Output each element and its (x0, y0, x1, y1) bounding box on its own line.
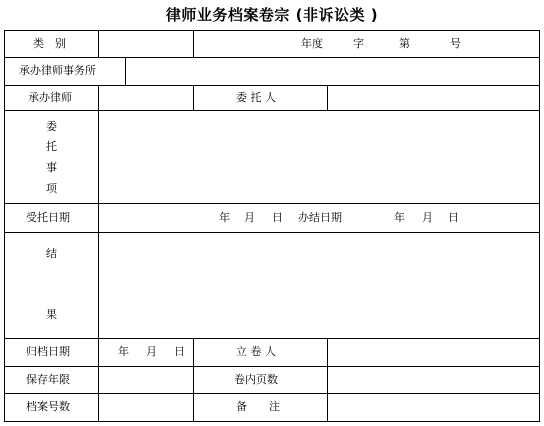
zi-label: 字 (353, 37, 364, 50)
page-title: 律师业务档案卷宗 (非诉讼类 ) (165, 6, 379, 24)
column-divider (327, 85, 328, 111)
archive-month-label: 月 (146, 345, 157, 358)
archive-day-label: 日 (174, 345, 185, 358)
row-divider (4, 203, 540, 204)
table-border-left (4, 30, 5, 422)
column-divider (193, 338, 194, 422)
archive-number-label: 档案号数 (26, 400, 70, 413)
entrusted-date-label: 受托日期 (26, 211, 70, 224)
column-divider (193, 30, 194, 58)
archive-date-label: 归档日期 (26, 345, 70, 358)
finish-date-label: 办结日期 (298, 211, 342, 224)
column-divider (98, 85, 99, 111)
category-label: 类 别 (33, 37, 66, 50)
column-divider (193, 85, 194, 111)
client-label: 委 托 人 (236, 91, 276, 104)
result-char: 结 (46, 247, 57, 260)
remarks-label: 备 注 (236, 400, 280, 413)
finish-month-label: 月 (422, 211, 433, 224)
table-border-top (4, 30, 540, 31)
page-count-label: 卷内页数 (234, 373, 278, 386)
column-divider (125, 57, 126, 86)
finish-day-label: 日 (448, 211, 459, 224)
entrusted-month-label: 月 (244, 211, 255, 224)
table-border-right (539, 30, 540, 422)
lawyer-label: 承办律师 (28, 91, 72, 104)
filer-label: 立 卷 人 (236, 345, 276, 358)
row-divider (4, 85, 540, 86)
matter-char: 委 (46, 120, 57, 133)
matter-char: 托 (46, 140, 57, 153)
entrusted-day-label: 日 (272, 211, 283, 224)
row-divider (4, 366, 540, 367)
retention-period-label: 保存年限 (26, 373, 70, 386)
row-divider (4, 110, 540, 111)
row-divider (4, 232, 540, 233)
di-label: 第 (399, 37, 410, 50)
hao-label: 号 (450, 37, 461, 50)
column-divider (98, 110, 99, 422)
column-divider (98, 30, 99, 58)
result-char: 果 (46, 308, 57, 321)
finish-year-label: 年 (394, 211, 405, 224)
year-label: 年度 (301, 37, 323, 50)
archive-form-table (4, 30, 540, 422)
row-divider (4, 338, 540, 339)
row-divider (4, 393, 540, 394)
law-firm-label: 承办律师事务所 (19, 64, 96, 77)
matter-char: 项 (46, 182, 57, 195)
archive-year-label: 年 (118, 345, 129, 358)
entrusted-year-label: 年 (219, 211, 230, 224)
table-border-bottom (4, 421, 540, 422)
row-divider (4, 57, 540, 58)
column-divider (327, 338, 328, 422)
matter-char: 事 (46, 161, 57, 174)
